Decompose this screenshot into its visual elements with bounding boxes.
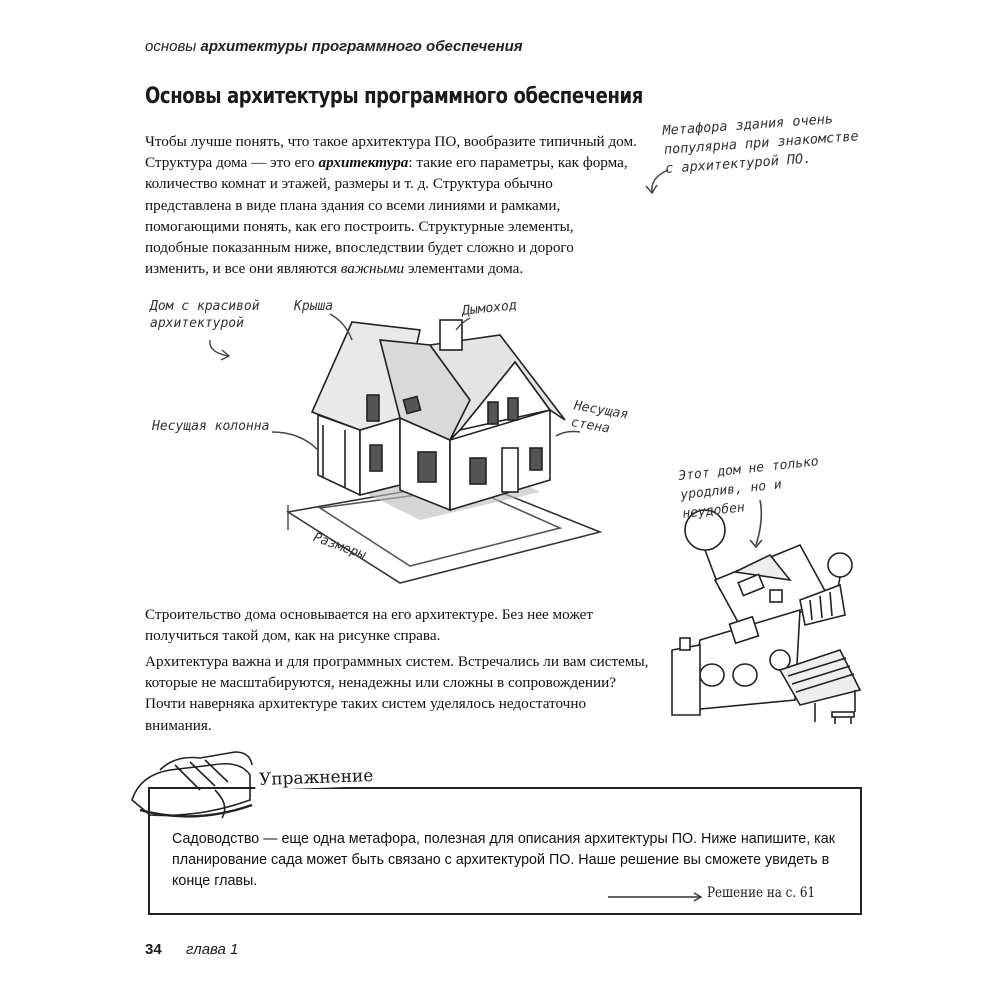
running-header-prefix: основы [145, 38, 197, 55]
label-dimensions: Размеры [311, 530, 368, 563]
intro-part2: : такие его параметры, как форма, количество комнат и этажей, размеры и т. д. Структура обычно представлена в виде плана здания со всеми линиями и рамками, помогающими понять, как его построить. Структурные элементы, подобные показанным ниже, впоследствии будет сложно и дорого изменить, и все они являются [145, 154, 628, 278]
section-title: Основы архитектуры программного обеспечения [145, 84, 643, 109]
chimney [440, 320, 462, 350]
label-wall: Несущая стена [569, 398, 630, 437]
intro-part3: элементами дома. [404, 260, 524, 278]
paragraph-2: Строительство дома основывается на его архитектуре. Без нее может получиться такой дом, как на рисунке справа. [145, 606, 594, 645]
label-nice-house: Дом с красивой архитектурой [150, 299, 260, 331]
paragraph-3: Архитектура важна и для программных систем. Встречались ли вам системы, которые не масштабируются, ненадежны или сложны в сопровождении? Почти наверняка архитектуре таких систем уделялось недостаточно внимания. [145, 653, 649, 734]
exercise-text: Садоводство — еще одна метафора, полезная для описания архитектуры ПО. Ниже напишите, как планирование сада может быть связано с архитектурой ПО. Наше решение вы сможете увидеть в конце главы. [172, 831, 835, 889]
label-chimney: Дымоход [461, 298, 518, 319]
intro-term: архитектура [318, 154, 409, 172]
intro-part1: Чтобы лучше понять, что такое архитектура ПО, вообразите типичный дом. Структура дома — это его [145, 133, 637, 172]
exercise-title: Упражнение [255, 766, 378, 790]
intro-emphasis: важными [340, 260, 405, 278]
label-column: Несущая колонна [152, 419, 270, 434]
label-roof: Крыша [294, 299, 334, 314]
label-ugly-house: Этот дом не только уродлив, но и неудобен [677, 454, 820, 522]
side-note: Метафора здания очень популярна при знакомстве с архитектурой ПО. [662, 111, 860, 177]
chapter-label: глава 1 [186, 941, 239, 958]
ugly-house-drawing [672, 500, 860, 724]
exercise-solution-link[interactable]: Решение на с. 61 [707, 885, 816, 901]
page-number: 34 [145, 941, 162, 958]
running-header-bold: архитектуры программного обеспечения [200, 38, 523, 55]
